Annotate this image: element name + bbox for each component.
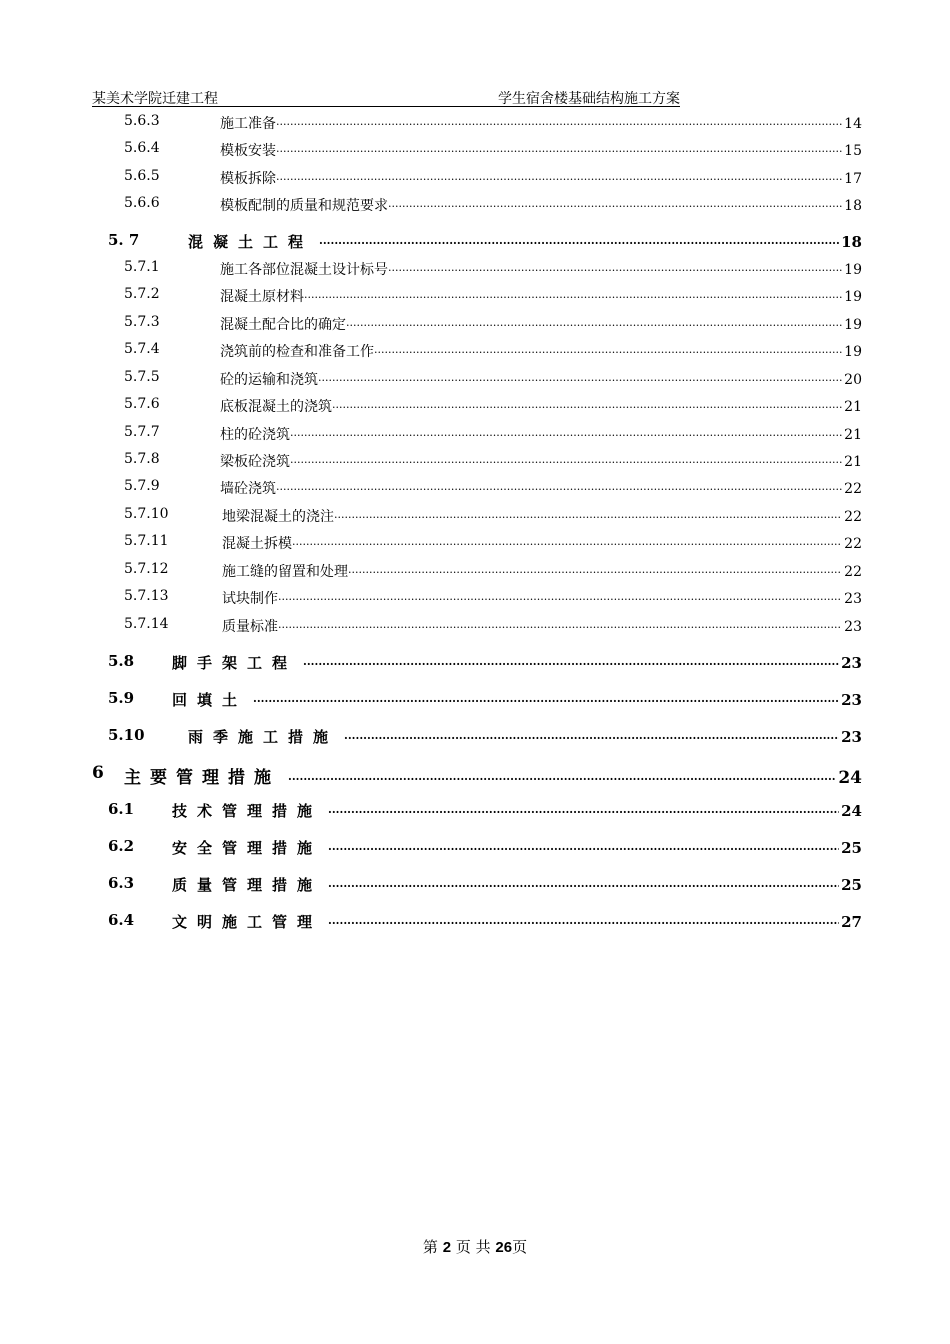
toc-page: 21: [844, 427, 862, 443]
footer-middle: 页 共: [455, 1238, 491, 1256]
toc-page: 18: [844, 198, 862, 214]
toc-number: 5.7.9: [124, 478, 160, 494]
toc-page: 25: [841, 876, 862, 894]
toc-leader: [278, 589, 842, 603]
toc-title: 施工缝的留置和处理: [222, 561, 348, 581]
toc-entry[interactable]: [0, 478, 950, 498]
toc-number: 5.7.3: [124, 314, 160, 330]
toc-leader: [276, 114, 842, 128]
toc-leader: [388, 196, 842, 210]
toc-number: 6.1: [108, 800, 135, 818]
toc-leader: [328, 876, 839, 890]
toc-title: 混凝土拆模: [222, 533, 292, 553]
toc-page: 23: [841, 691, 862, 709]
toc-number: 6.2: [108, 837, 135, 855]
toc-entry[interactable]: [0, 874, 950, 896]
toc-leader: [334, 507, 842, 521]
toc-number: 5.7.14: [124, 616, 169, 632]
toc-title: 质量标准: [222, 616, 278, 636]
toc-title: 文明施工管理: [172, 913, 323, 931]
toc-page: 23: [841, 728, 862, 746]
toc-number: 5.7.7: [124, 424, 160, 440]
toc-leader: [304, 287, 842, 301]
toc-page: 19: [844, 289, 862, 305]
toc-entry[interactable]: [0, 616, 950, 636]
toc-number: 5.7.13: [124, 588, 169, 604]
toc-page: 21: [844, 454, 862, 470]
toc-entry[interactable]: [0, 837, 950, 859]
toc-leader: [292, 534, 842, 548]
toc-number: 5.7.10: [124, 506, 169, 522]
toc-entry[interactable]: [0, 726, 950, 748]
toc-leader: [303, 654, 839, 668]
toc-leader: [328, 913, 839, 927]
toc-number: 5. 7: [108, 231, 140, 249]
toc-title: 质量管理措施: [172, 876, 323, 894]
toc-title: 脚手架工程: [172, 654, 298, 672]
toc-title: 浇筑前的检查和准备工作: [220, 341, 374, 361]
toc-title: 地梁混凝土的浇注: [222, 506, 334, 526]
toc-page: 21: [844, 399, 862, 415]
toc-leader: [276, 169, 842, 183]
toc-page: 19: [844, 317, 862, 333]
toc-title: 混凝土工程: [188, 233, 314, 251]
toc-page: 18: [841, 233, 862, 251]
toc-entry[interactable]: [0, 561, 950, 581]
header-project-name: 某美术学院迁建工程: [92, 91, 218, 107]
toc-title: 模板安装: [220, 140, 276, 160]
toc-entry[interactable]: [0, 424, 950, 444]
toc-number: 5.7.8: [124, 451, 160, 467]
footer-prefix: 第: [422, 1238, 438, 1256]
footer-total-pages: 26: [495, 1239, 513, 1256]
toc-entry[interactable]: [0, 314, 950, 334]
toc-number: 5.8: [108, 652, 135, 670]
toc-number: 5.7.1: [124, 259, 160, 275]
toc-number: 5.6.3: [124, 113, 160, 129]
toc-entry[interactable]: [0, 911, 950, 933]
toc-entry[interactable]: [0, 763, 950, 787]
toc-page: 23: [841, 654, 862, 672]
toc-leader: [278, 617, 842, 631]
toc-title: 试块制作: [222, 588, 278, 608]
toc-title: 墙砼浇筑: [220, 478, 276, 498]
toc-entry[interactable]: [0, 195, 950, 215]
toc-leader: [288, 769, 836, 783]
toc-leader: [332, 397, 842, 411]
toc-title: 模板拆除: [220, 168, 276, 188]
toc-entry[interactable]: [0, 231, 950, 253]
toc-number: 6.4: [108, 911, 135, 929]
footer-page-number: 2: [442, 1239, 452, 1256]
toc-leader: [319, 233, 839, 247]
toc-title: 技术管理措施: [172, 802, 323, 820]
header-document-title: 学生宿舍楼基础结构施工方案: [498, 91, 680, 107]
toc-number: 5.7.6: [124, 396, 160, 412]
footer-suffix: 页: [512, 1238, 528, 1256]
toc-page: 20: [844, 372, 862, 388]
toc-leader: [276, 141, 842, 155]
toc-leader: [253, 691, 839, 705]
toc-entry[interactable]: [0, 140, 950, 160]
toc-number: 5.6.6: [124, 195, 160, 211]
toc-entry[interactable]: [0, 369, 950, 389]
toc-page: 19: [844, 262, 862, 278]
toc-title: 施工各部位混凝土设计标号: [220, 259, 388, 279]
toc-page: 15: [844, 143, 862, 159]
toc-title: 模板配制的质量和规范要求: [220, 195, 388, 215]
toc-leader: [348, 562, 842, 576]
toc-entry[interactable]: [0, 652, 950, 674]
toc-entry[interactable]: [0, 451, 950, 471]
toc-leader: [328, 839, 839, 853]
toc-page: 22: [844, 481, 862, 497]
toc-leader: [290, 425, 842, 439]
toc-number: 5.7.4: [124, 341, 160, 357]
toc-entry[interactable]: [0, 533, 950, 553]
toc-leader: [318, 370, 842, 384]
toc-number: 5.6.5: [124, 168, 160, 184]
toc-title: 回填土: [172, 691, 248, 709]
toc-entry[interactable]: [0, 689, 950, 711]
toc-page: 27: [841, 913, 862, 931]
toc-page: 22: [844, 564, 862, 580]
toc-page: 22: [844, 536, 862, 552]
toc-page: 24: [841, 802, 862, 820]
toc-entry[interactable]: [0, 168, 950, 188]
toc-page: 14: [844, 116, 862, 132]
toc-page: 19: [844, 344, 862, 360]
toc-number: 5.9: [108, 689, 135, 707]
toc-number: 5.7.2: [124, 286, 160, 302]
toc-number: 5.7.11: [124, 533, 169, 549]
toc-number: 5.10: [108, 726, 145, 744]
toc-title: 主要管理措施: [124, 763, 280, 788]
toc-title: 柱的砼浇筑: [220, 424, 290, 444]
toc-entry[interactable]: [0, 113, 950, 133]
toc-title: 梁板砼浇筑: [220, 451, 290, 471]
toc-leader: [374, 342, 842, 356]
toc-leader: [328, 802, 839, 816]
toc-number: 5.7.5: [124, 369, 160, 385]
toc-title: 底板混凝土的浇筑: [220, 396, 332, 416]
toc-leader: [290, 452, 842, 466]
toc-entry[interactable]: [0, 588, 950, 608]
toc-leader: [276, 479, 842, 493]
toc-page: 22: [844, 509, 862, 525]
toc-entry[interactable]: [0, 259, 950, 279]
toc-entry[interactable]: [0, 341, 950, 361]
toc-entry[interactable]: [0, 396, 950, 416]
toc-title: 砼的运输和浇筑: [220, 369, 318, 389]
page-footer: [0, 1236, 950, 1257]
toc-page: 23: [844, 591, 862, 607]
toc-page: 25: [841, 839, 862, 857]
toc-number: 6: [92, 763, 104, 783]
toc-leader: [346, 315, 842, 329]
toc-title: 混凝土配合比的确定: [220, 314, 346, 334]
toc-number: 5.7.12: [124, 561, 169, 577]
toc-page: 24: [838, 768, 862, 788]
toc-number: 6.3: [108, 874, 135, 892]
toc-title: 施工准备: [220, 113, 276, 133]
toc-number: 5.6.4: [124, 140, 160, 156]
toc-title: 雨季施工措施: [188, 728, 339, 746]
toc-entry[interactable]: [0, 800, 950, 822]
toc-leader: [344, 728, 839, 742]
toc-entry[interactable]: [0, 286, 950, 306]
toc-title: 混凝土原材料: [220, 286, 304, 306]
toc-page: 17: [844, 171, 862, 187]
toc-entry[interactable]: [0, 506, 950, 526]
page-header: [92, 88, 680, 107]
toc-leader: [388, 260, 842, 274]
toc-title: 安全管理措施: [172, 839, 323, 857]
toc-page: 23: [844, 619, 862, 635]
